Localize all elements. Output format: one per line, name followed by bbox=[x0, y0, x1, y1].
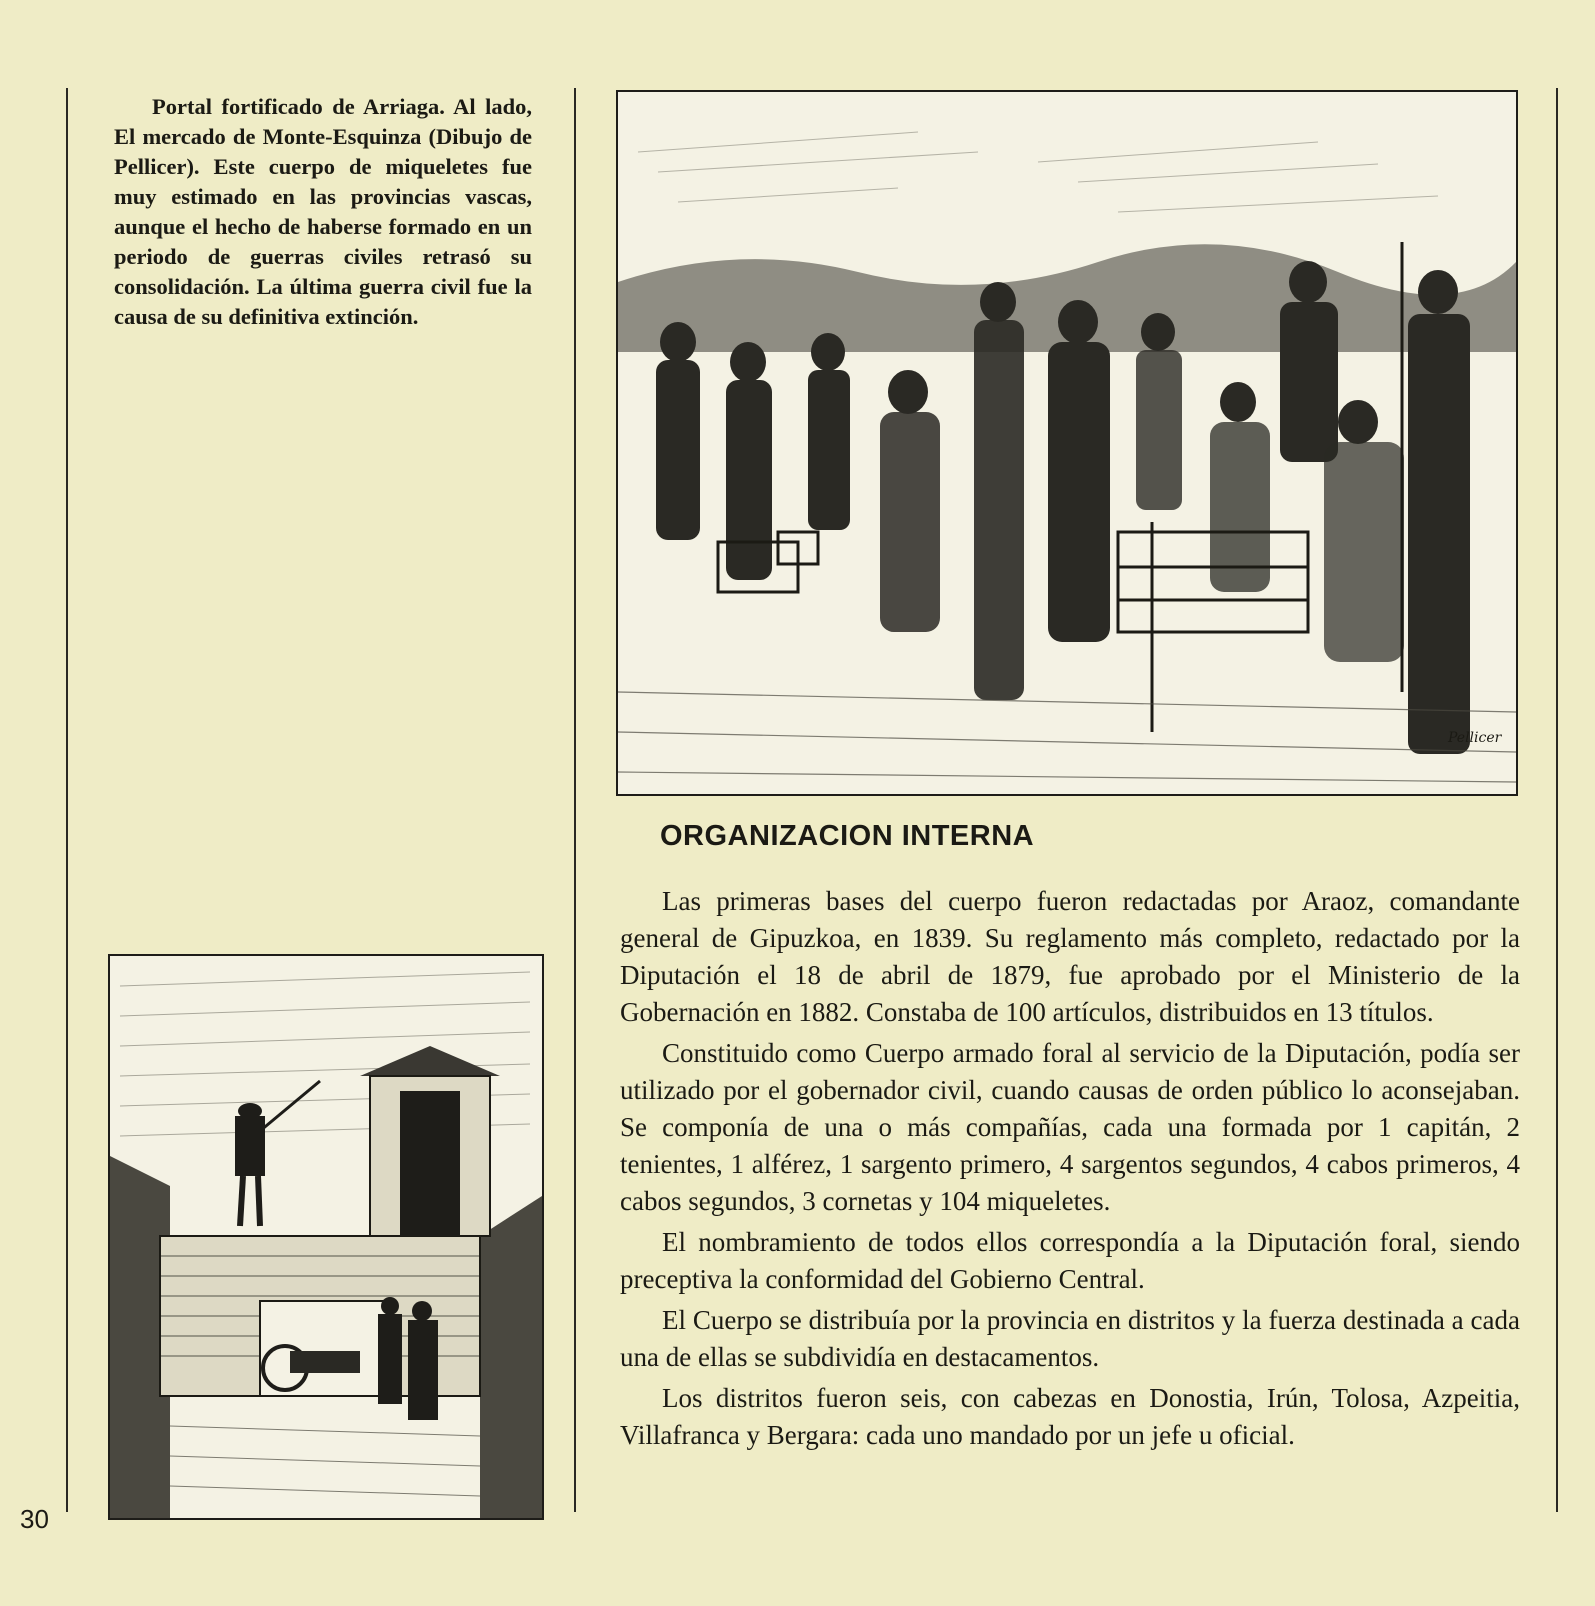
section-heading: ORGANIZACION INTERNA bbox=[660, 820, 1035, 852]
paragraph: El Cuerpo se distribuía por la provincia en distritos y la fuerza destinada a cada una de ellas se subdividía en destacamentos. bbox=[620, 1305, 1520, 1372]
column-divider-rule bbox=[574, 88, 576, 1512]
paragraph: Constituido como Cuerpo armado foral al servicio de la Diputación, podía ser utilizado por el gobernador civil, cuando causas de orden público lo aconsejaban. Se componía de una o más compañías, cada una formada por 1 capitán, 2 tenientes, 1 alférez, 1 sargento primero, 4 sargentos segundos, 4 cabos primeros, 4 cabos segundos, 3 cornetas y 104 miqueletes. bbox=[620, 1038, 1520, 1216]
paragraph: Los distritos fueron seis, con cabezas en Donostia, Irún, Tolosa, Azpeitia, Villafranca y Bergara: cada uno mandado por un jefe u oficial. bbox=[620, 1383, 1520, 1450]
market-illustration bbox=[616, 90, 1518, 796]
left-margin-rule bbox=[66, 88, 68, 1512]
paragraph: El nombramiento de todos ellos correspondía a la Diputación foral, siendo preceptiva la conformidad del Gobierno Central. bbox=[620, 1227, 1520, 1294]
figure-caption: Portal fortificado de Arriaga. Al lado, El mercado de Monte-Esquinza (Dibujo de Pellicer). Este cuerpo de miqueletes fue muy estimado en las provincias vascas, aunque el hecho de haberse formado en un periodo de guerras civiles retrasó su consolidación. La última guerra civil fue la causa de su definitiva extinción. bbox=[114, 94, 532, 329]
fortified-portal-illustration bbox=[108, 954, 544, 1520]
page-number: 30 bbox=[20, 1504, 49, 1534]
body-text bbox=[620, 883, 1520, 1458]
paragraph: Las primeras bases del cuerpo fueron redactadas por Araoz, comandante general de Gipuzkoa, en 1839. Su reglamento más completo, redactado por la Diputación el 18 de abril de 1879, fue aprobado por el Ministerio de la Gobernación en 1882. Constaba de 100 artículos, distribuidos en 13 títulos. bbox=[620, 886, 1520, 1027]
artist-signature: Pellicer bbox=[1448, 730, 1502, 746]
right-margin-rule bbox=[1556, 88, 1558, 1512]
